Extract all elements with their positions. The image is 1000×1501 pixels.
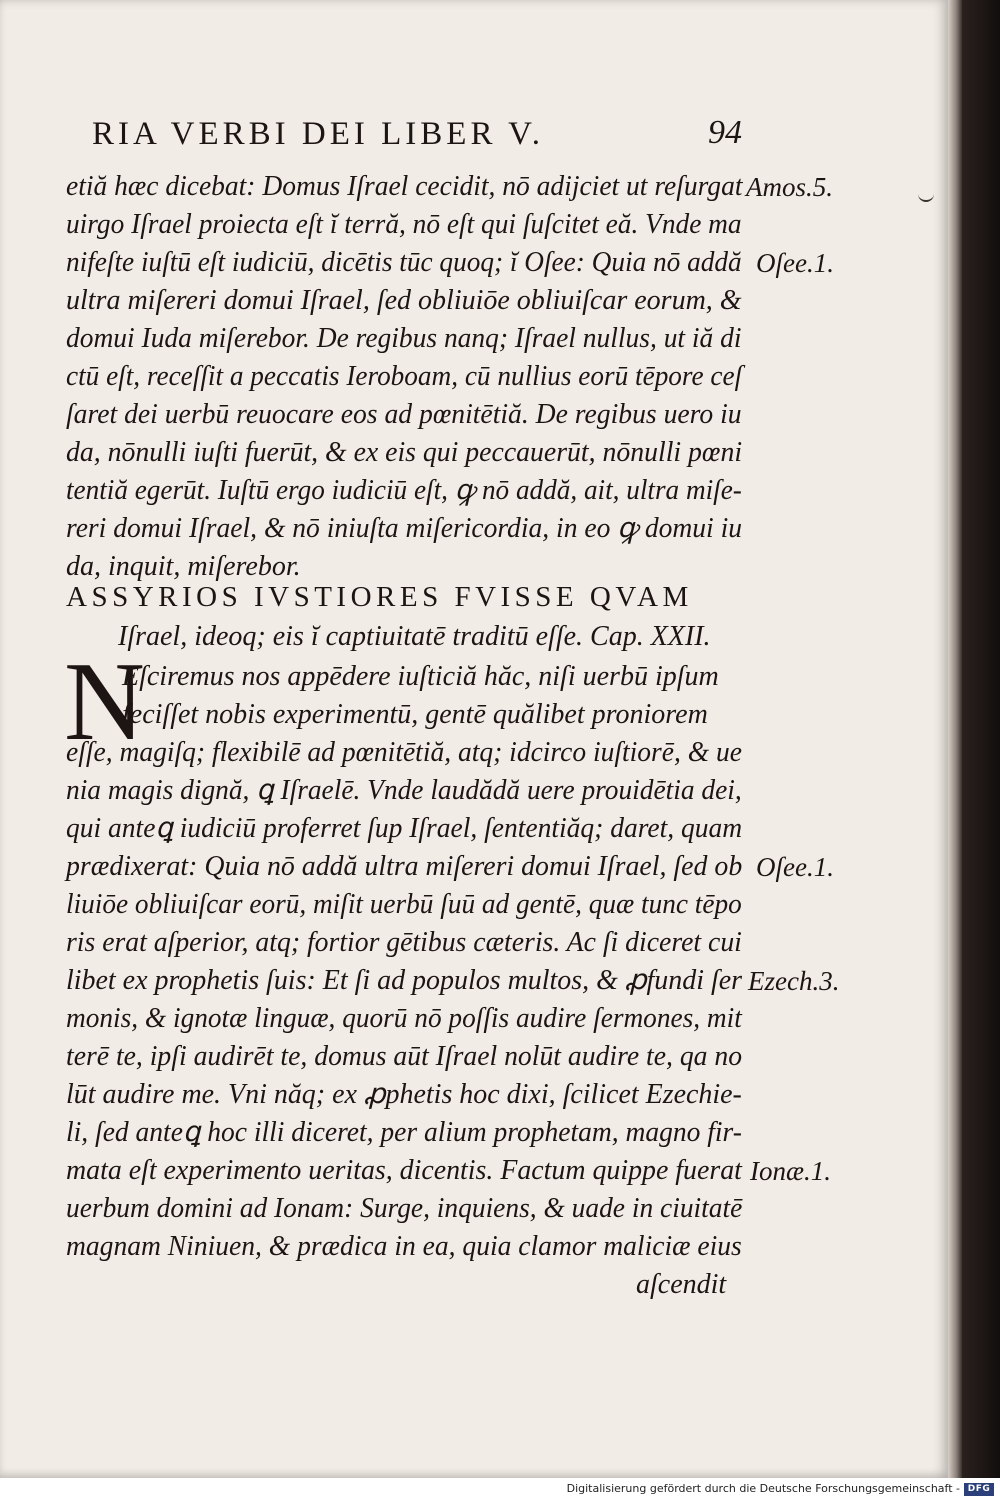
chapter-line: magnam Niniuen, & prædica in ea, quia clamor maliciæ eius (66, 1231, 742, 1262)
catchword: aſcendit (636, 1269, 727, 1300)
chapter-line: feciſſet nobis experimentū, gentē quălibet proniorem (122, 699, 708, 730)
chapter-line: nia magis dignă, ꝗ Iſraelē. Vnde laudădă uere prouidētia dei, (66, 775, 742, 806)
running-title: RIA VERBI DEI LIBER V. (92, 116, 544, 152)
chapter-line: ris erat aſperior, atq; fortior gētibus cæteris. Ac ſi diceret cui (66, 927, 742, 958)
book-spine (962, 0, 1000, 1478)
chapter-line: uerbum domini ad Ionam: Surge, inquiens, & uade in ciuitatē (66, 1193, 743, 1224)
chapter-line: libet ex prophetis ſuis: Et ſi ad populos multos, & ꝓfundi ſer (66, 965, 743, 996)
margin-note: Ionæ.1. (750, 1156, 831, 1186)
margin-note: Oſee.1. (756, 852, 834, 882)
dfg-logo: DFG (964, 1483, 994, 1496)
body-line: domui Iuda miſerebor. De regibus nanq; Iſrael nullus, ut iă di (66, 323, 742, 354)
margin-note: Amos.5. (746, 172, 833, 202)
body-line: da, inquit, miſerebor. (66, 551, 301, 582)
body-line: nifeſte iuſtū eſt iudiciū, dicētis tūc quoq; ĭ Oſee: Quia nō addă (66, 247, 742, 278)
chapter-line: terē te, ipſi audirēt te, domus aūt Iſrael nolūt audire te, qa no (66, 1041, 743, 1072)
body-line: ctū eſt, receſſit a peccatis Ieroboam, cū nullius eorū tēpore ceſ (66, 361, 743, 392)
chapter-heading: ASSYRIOS IVSTIORES FVISSE QVAM (66, 581, 693, 613)
ink-mark (918, 190, 934, 202)
margin-note: Oſee.1. (756, 248, 834, 278)
chapter-line: monis, & ignotæ linguæ, quorū nō poſſis audire ſermones, mit (66, 1003, 742, 1034)
body-line: da, nōnulli iuſti fuerūt, & ex eis qui peccauerūt, nōnulli pœni (66, 437, 743, 468)
page-edge-shadow (948, 0, 962, 1478)
chapter-line: mata eſt experimento ueritas, dicentis. Factum quippe fuerat (66, 1155, 742, 1186)
chapter-line: qui anteꝗ iudiciū proferret ſup Iſrael, ſententiăq; daret, quam (66, 813, 743, 844)
drop-cap-initial: N (64, 640, 145, 764)
chapter-line: prædixerat: Quia nō addă ultra miſereri domui Iſrael, ſed ob (66, 851, 743, 882)
folio-number: 94 (708, 114, 742, 151)
body-line: reri domui Iſrael, & nō iniuſta miſericordia, in eo ꝙ domui iu (66, 513, 743, 544)
chapter-line: eſſe, magiſq; flexibilē ad pœnitētiă, atq; idcirco iuſtiorē, & ue (66, 737, 742, 768)
chapter-line: Eſciremus nos appēdere iuſticiă hăc, niſi uerbū ipſum (122, 661, 719, 692)
chapter-subheading: Iſrael, ideoq; eis ĭ captiuitatē traditū eſſe. Cap. XXII. (118, 621, 711, 652)
chapter-line: liuiōe obliuiſcar eorū, miſit uerbū ſuū ad gentē, quæ tunc tēpo (66, 889, 742, 920)
chapter-line: li, ſed anteꝗ hoc illi diceret, per alium prophetam, magno fir- (66, 1117, 742, 1148)
body-line: ſaret dei uerbū reuocare eos ad pœnitētiă. De regibus uero iu (66, 399, 742, 430)
body-line: tentiă egerūt. Iuſtū ergo iudiciū eſt, ꝙ nō addă, ait, ultra miſe- (66, 475, 742, 506)
footer-bar (0, 1478, 1000, 1501)
body-line: uirgo Iſrael proiecta eſt ĭ terră, nō eſt qui ſuſcitet eă. Vnde ma (66, 209, 742, 240)
running-head (92, 116, 742, 156)
footer-credit: Digitalisierung gefördert durch die Deutsche Forschungsgemeinschaft - (566, 1482, 960, 1495)
chapter-line: lūt audire me. Vni năq; ex ꝓphetis hoc dixi, ſcilicet Ezechie- (66, 1079, 742, 1110)
margin-note: Ezech.3. (748, 966, 840, 996)
body-line: etiă hæc dicebat: Domus Iſrael cecidit, nō adijciet ut reſurgat (66, 171, 743, 202)
body-line: ultra miſereri domui Iſrael, ſed obliuiōe obliuiſcar eorum, & (66, 285, 742, 316)
